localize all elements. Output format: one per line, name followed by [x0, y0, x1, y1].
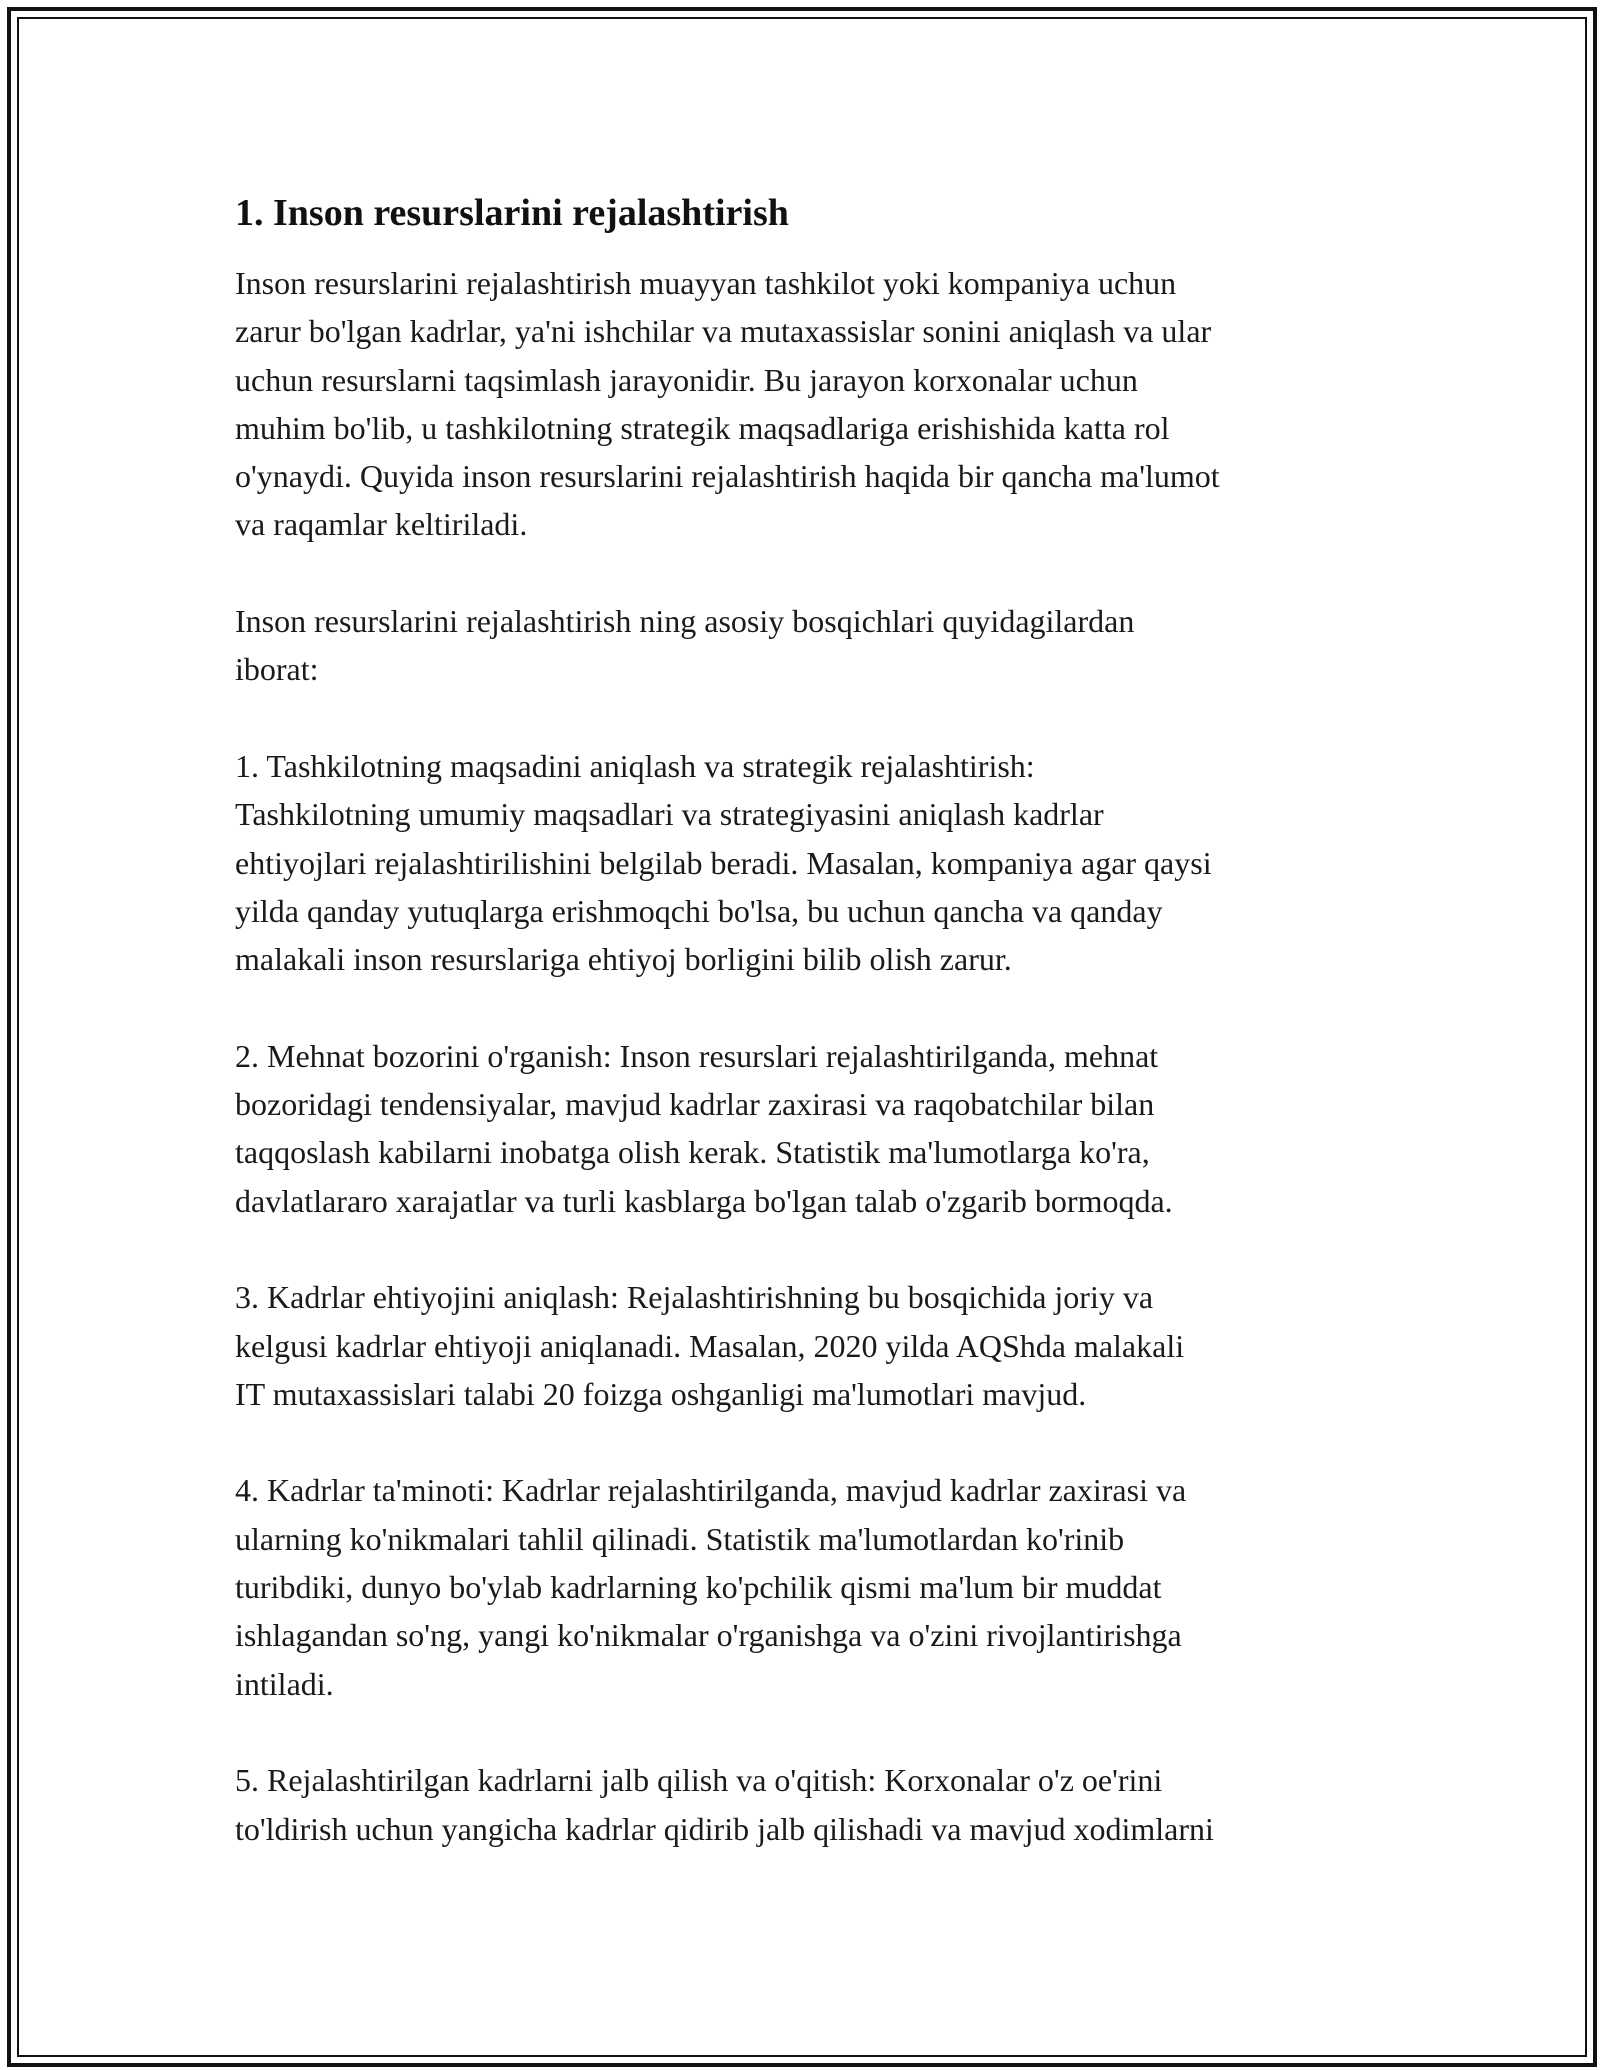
stage-3-paragraph: 3. Kadrlar ehtiyojini aniqlash: Rejalashtirishning bu bosqichida joriy va kelgusi kadrlar ehtiyoji aniqlanadi. Masalan, 2020 yilda AQShda malakali IT mutaxassislari talabi 20 foizga oshganligi ma'lumotlari mavjud.	[235, 1279, 1185, 1412]
intro-paragraph: Inson resurslarini rejalashtirish muayyan tashkilot yoki kompaniya uchun zarur bo'lgan kadrlar, ya'ni ishchilar va mutaxassislar sonini aniqlash va ular uchun resurslarni taqsimlash jarayonidir. Bu jarayon korxonalar uchun muhim bo'lib, u tashkilotning strategik maqsadlariga erishishida katta rol o'ynaydi. Quyida inson resurslarini rejalashtirish haqida bir qancha ma'lumot va raqamlar keltiriladi.	[235, 265, 1220, 543]
stage-1-paragraph: 1. Tashkilotning maqsadini aniqlash va strategik rejalashtirish: Tashkilotning umumiy maqsadlari va strategiyasini aniqlash kadrlar ehtiyojlari rejalashtirilishini belgilab beradi. Masalan, kompaniya agar qaysi yilda qanday yutuqlarga erishmoqchi bo'lsa, bu uchun qancha va qanday malakali inson resurslariga ehtiyoj borligini bilib olish zarur.	[235, 747, 1212, 978]
section-heading: 1. Inson resurslarini rejalashtirish	[235, 192, 789, 234]
stages-intro-paragraph: Inson resurslarini rejalashtirish ning asosiy bosqichlari quyidagilardan iborat:	[235, 603, 1135, 688]
document-body	[235, 185, 1385, 1901]
stage-2-paragraph: 2. Mehnat bozorini o'rganish: Inson resurslari rejalashtirilganda, mehnat bozoridagi tendensiyalar, mavjud kadrlar zaxirasi va raqobatchilar bilan taqqoslash kabilarni inobatga olish kerak. Statistik ma'lumotlarga ko'ra, davlatlararo xarajatlar va turli kasblarga bo'lgan talab o'zgarib bormoqda.	[235, 1037, 1173, 1219]
stage-4-paragraph: 4. Kadrlar ta'minoti: Kadrlar rejalashtirilganda, mavjud kadrlar zaxirasi va ularning ko'nikmalari tahlil qilinadi. Statistik ma'lumotlardan ko'rinib turibdiki, dunyo bo'ylab kadrlarning ko'pchilik qismi ma'lum bir muddat ishlagandan so'ng, yangi ko'nikmalar o'rganishga va o'zini rivojlantirishga intiladi.	[235, 1472, 1187, 1702]
stage-5-paragraph: 5. Rejalashtirilgan kadrlarni jalb qilish va o'qitish: Korxonalar o'z oe'rini to'ldirish uchun yangicha kadrlar qidirib jalb qilishadi va mavjud xodimlarni	[235, 1762, 1214, 1847]
